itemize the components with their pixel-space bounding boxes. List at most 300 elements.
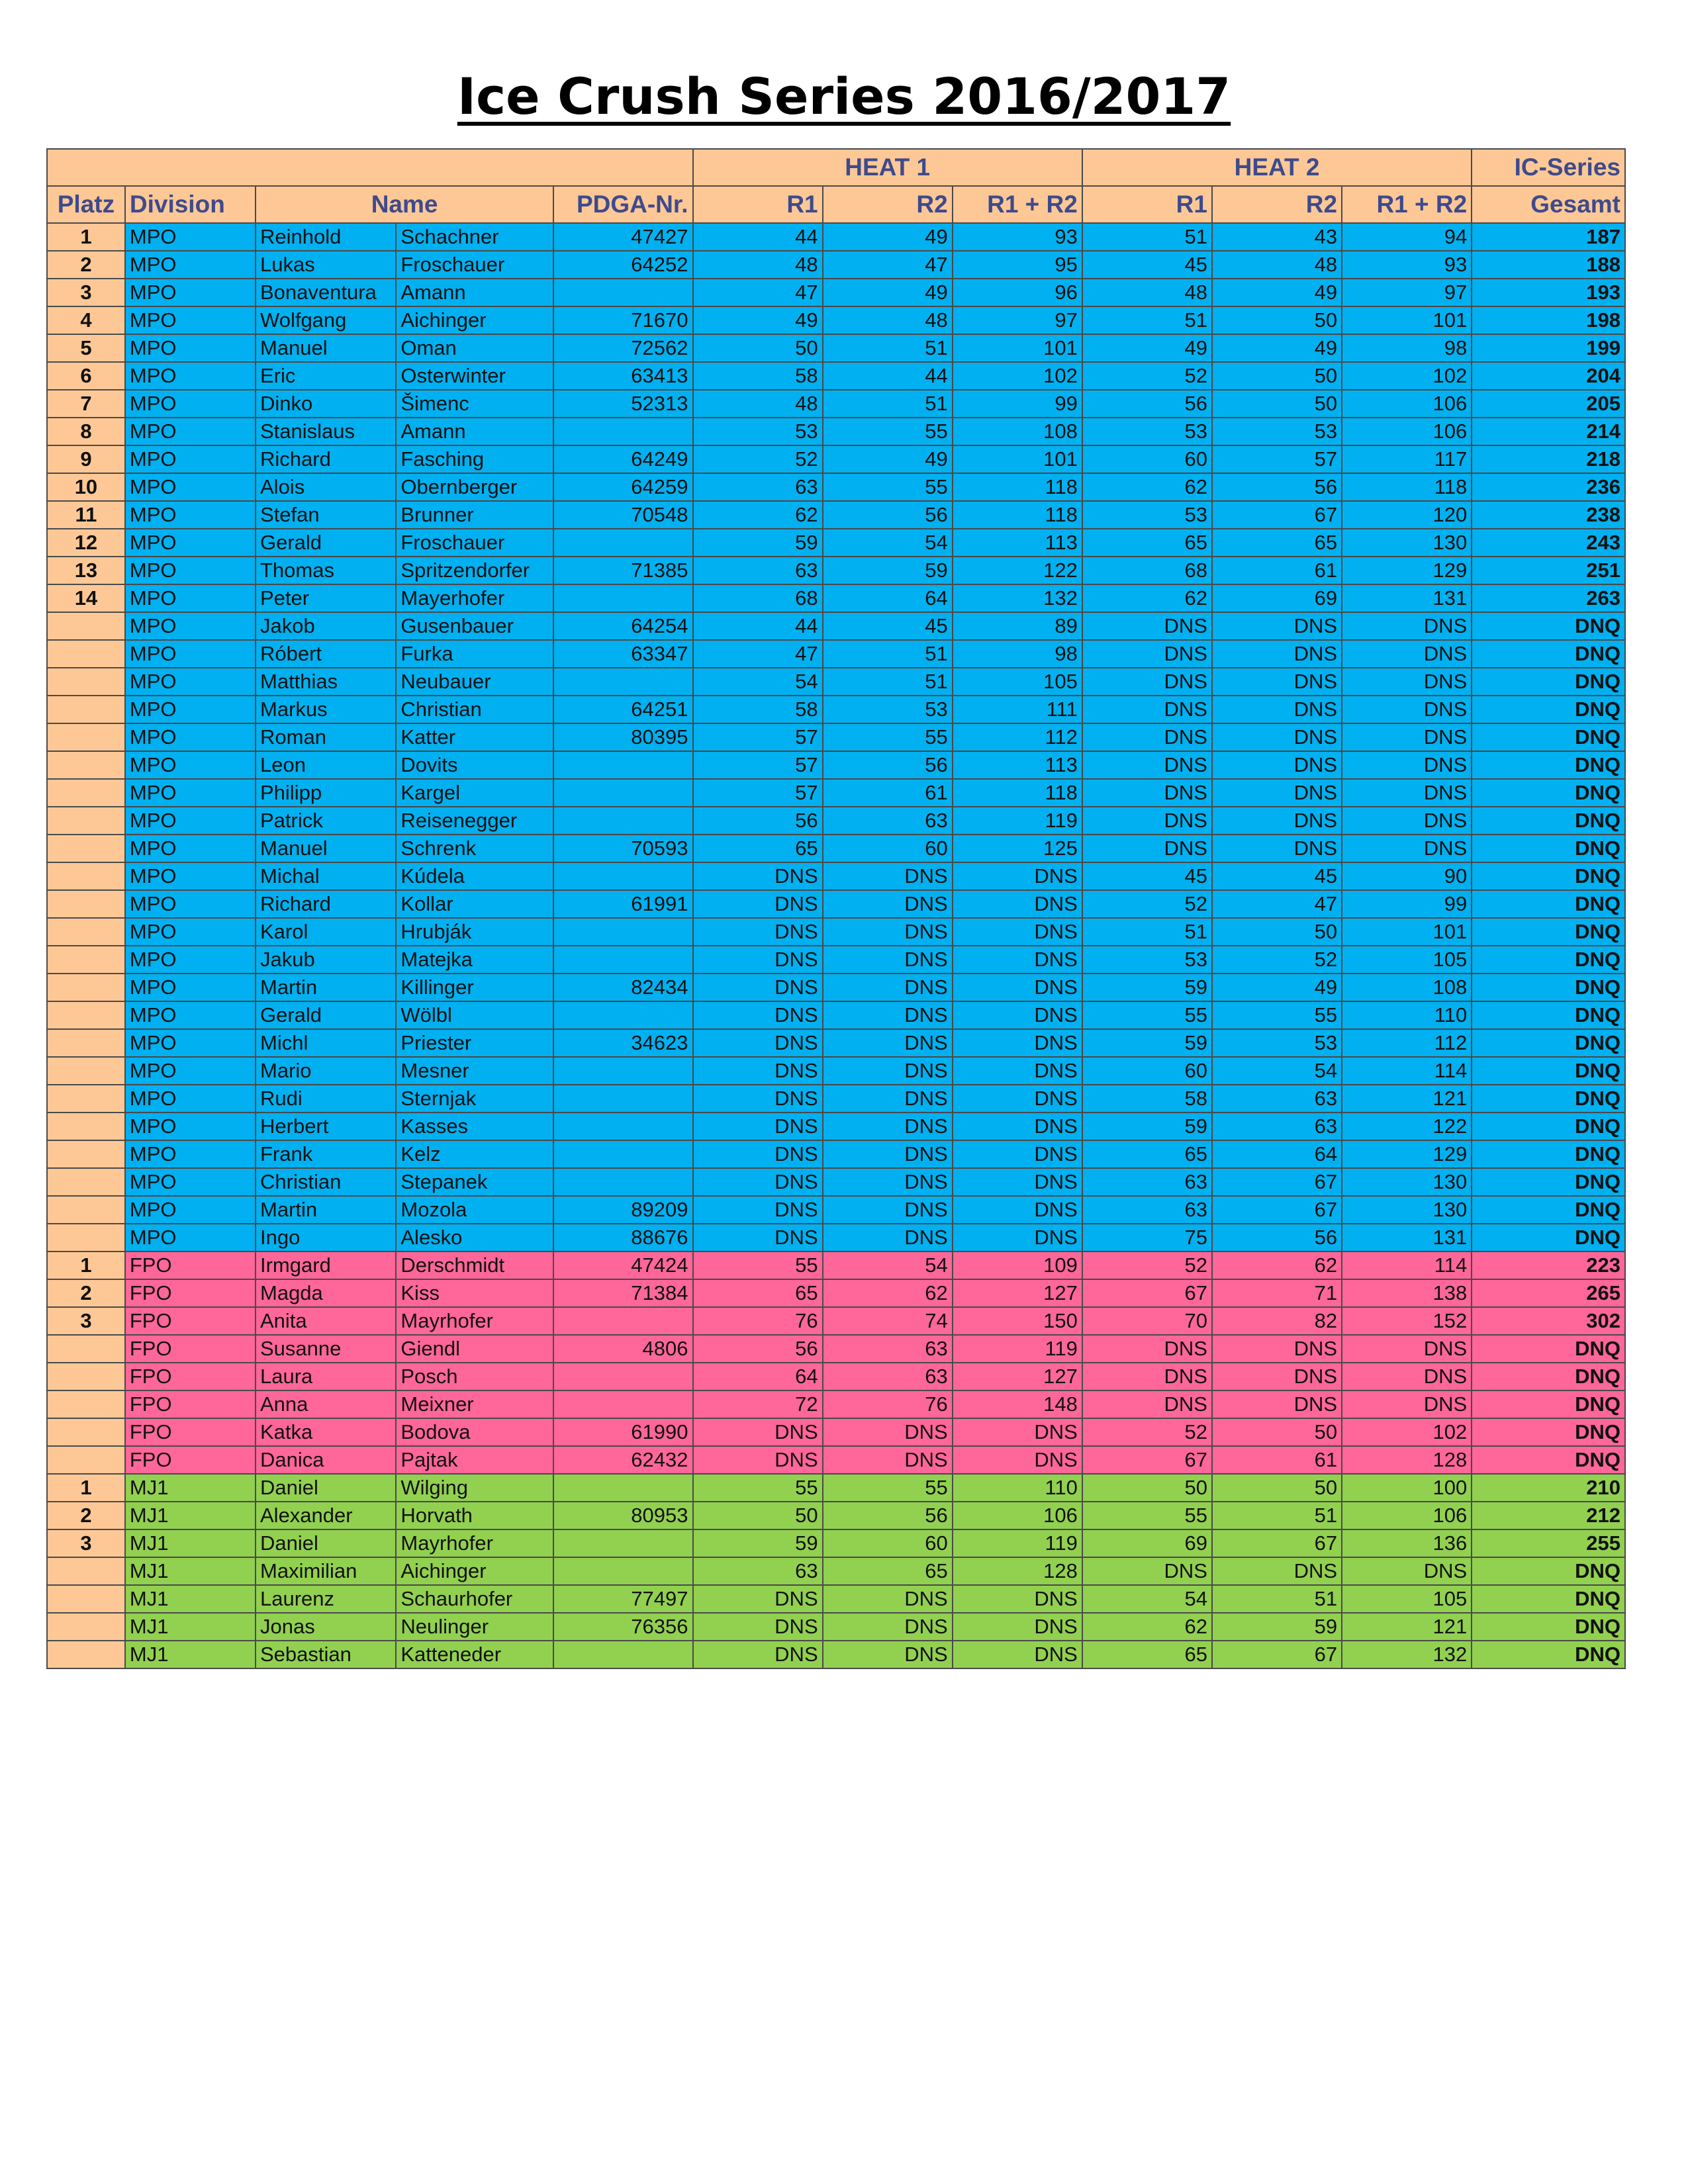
- cell-last-name: Alesko: [396, 1224, 553, 1251]
- cell-heat1-sum: 122: [953, 557, 1082, 584]
- cell-heat2-r2: 63: [1212, 1113, 1342, 1140]
- cell-last-name: Wilging: [396, 1474, 553, 1502]
- cell-heat1-r2: DNS: [823, 974, 953, 1001]
- cell-heat1-r2: DNS: [823, 1196, 953, 1224]
- cell-heat1-r2: DNS: [823, 1641, 953, 1668]
- cell-heat2-sum: 129: [1342, 557, 1472, 584]
- cell-last-name: Bodova: [396, 1418, 553, 1446]
- cell-heat1-r1: DNS: [693, 1085, 823, 1113]
- cell-heat2-r2: 53: [1212, 1029, 1342, 1057]
- cell-heat2-r1: 52: [1082, 1418, 1212, 1446]
- cell-heat2-sum: 93: [1342, 251, 1472, 279]
- cell-platz: 3: [47, 1529, 125, 1557]
- cell-total: 210: [1472, 1474, 1625, 1502]
- cell-heat1-sum: 97: [953, 306, 1082, 334]
- cell-platz: 1: [47, 1474, 125, 1502]
- table-row: [47, 557, 1625, 584]
- cell-heat2-r1: 48: [1082, 279, 1212, 306]
- header-row-columns: [47, 186, 1625, 223]
- cell-platz: 13: [47, 557, 125, 584]
- cell-division: MPO: [125, 251, 256, 279]
- cell-pdga: 34623: [553, 1029, 692, 1057]
- cell-division: MPO: [125, 890, 256, 918]
- cell-division: MPO: [125, 584, 256, 612]
- cell-division: MJ1: [125, 1557, 256, 1585]
- cell-heat2-r2: 49: [1212, 279, 1342, 306]
- cell-heat2-r1: DNS: [1082, 835, 1212, 862]
- cell-last-name: Neulinger: [396, 1613, 553, 1641]
- table-row: [47, 418, 1625, 445]
- cell-heat1-r2: DNS: [823, 1168, 953, 1196]
- cell-heat2-r2: 67: [1212, 1168, 1342, 1196]
- cell-heat1-r2: 49: [823, 279, 953, 306]
- cell-last-name: Giendl: [396, 1335, 553, 1363]
- cell-heat1-r2: 56: [823, 1502, 953, 1529]
- cell-heat1-r1: 57: [693, 751, 823, 779]
- cell-first-name: Gerald: [256, 529, 396, 557]
- cell-platz: [47, 1613, 125, 1641]
- cell-heat1-r1: 63: [693, 1557, 823, 1585]
- cell-heat1-r1: DNS: [693, 1140, 823, 1168]
- cell-platz: [47, 1140, 125, 1168]
- cell-last-name: Brunner: [396, 501, 553, 529]
- cell-platz: [47, 862, 125, 890]
- cell-platz: [47, 1057, 125, 1085]
- cell-heat2-r2: 64: [1212, 1140, 1342, 1168]
- cell-heat1-sum: DNS: [953, 890, 1082, 918]
- cell-first-name: Jakub: [256, 946, 396, 974]
- cell-first-name: Ingo: [256, 1224, 396, 1251]
- cell-heat2-r2: 51: [1212, 1585, 1342, 1613]
- cell-heat1-r2: DNS: [823, 1446, 953, 1474]
- cell-last-name: Kasses: [396, 1113, 553, 1140]
- cell-heat1-sum: 118: [953, 501, 1082, 529]
- cell-heat1-sum: 125: [953, 835, 1082, 862]
- cell-heat1-sum: DNS: [953, 1168, 1082, 1196]
- cell-heat2-sum: DNS: [1342, 1390, 1472, 1418]
- cell-heat1-r1: DNS: [693, 946, 823, 974]
- cell-heat1-r1: 58: [693, 362, 823, 390]
- cell-last-name: Hrubják: [396, 918, 553, 946]
- cell-heat1-r2: 51: [823, 640, 953, 668]
- cell-heat1-sum: DNS: [953, 1196, 1082, 1224]
- cell-heat2-sum: 121: [1342, 1613, 1472, 1641]
- cell-heat1-sum: 127: [953, 1363, 1082, 1390]
- cell-heat2-r1: 62: [1082, 1613, 1212, 1641]
- header-pdga: PDGA-Nr.: [553, 186, 692, 223]
- cell-total: DNQ: [1472, 1363, 1625, 1390]
- cell-platz: [47, 835, 125, 862]
- cell-last-name: Kargel: [396, 779, 553, 807]
- cell-platz: 3: [47, 1307, 125, 1335]
- cell-total: DNQ: [1472, 751, 1625, 779]
- cell-heat2-r1: 51: [1082, 306, 1212, 334]
- cell-first-name: Gerald: [256, 1001, 396, 1029]
- cell-heat1-r1: 72: [693, 1390, 823, 1418]
- table-row: [47, 974, 1625, 1001]
- cell-heat1-r1: DNS: [693, 974, 823, 1001]
- cell-first-name: Susanne: [256, 1335, 396, 1363]
- cell-total: DNQ: [1472, 612, 1625, 640]
- header-heat1-sum: R1 + R2: [953, 186, 1082, 223]
- cell-total: DNQ: [1472, 1390, 1625, 1418]
- cell-total: DNQ: [1472, 1029, 1625, 1057]
- cell-last-name: Meixner: [396, 1390, 553, 1418]
- cell-last-name: Amann: [396, 279, 553, 306]
- cell-first-name: Michl: [256, 1029, 396, 1057]
- cell-heat2-r2: 67: [1212, 501, 1342, 529]
- cell-heat1-sum: 93: [953, 223, 1082, 251]
- cell-division: MPO: [125, 751, 256, 779]
- cell-heat1-r2: 60: [823, 835, 953, 862]
- cell-heat2-sum: DNS: [1342, 779, 1472, 807]
- cell-division: FPO: [125, 1307, 256, 1335]
- cell-division: MPO: [125, 974, 256, 1001]
- cell-division: MPO: [125, 918, 256, 946]
- cell-first-name: Daniel: [256, 1529, 396, 1557]
- cell-last-name: Reisenegger: [396, 807, 553, 835]
- cell-platz: [47, 723, 125, 751]
- cell-heat2-sum: DNS: [1342, 751, 1472, 779]
- cell-heat1-sum: 106: [953, 1502, 1082, 1529]
- cell-heat1-r1: DNS: [693, 1613, 823, 1641]
- table-row: [47, 1224, 1625, 1251]
- cell-heat1-sum: DNS: [953, 1029, 1082, 1057]
- cell-heat2-r1: 51: [1082, 918, 1212, 946]
- cell-pdga: [553, 779, 692, 807]
- table-row: [47, 279, 1625, 306]
- cell-heat1-sum: 101: [953, 334, 1082, 362]
- cell-first-name: Magda: [256, 1279, 396, 1307]
- cell-heat2-r2: DNS: [1212, 1390, 1342, 1418]
- cell-heat2-r2: 82: [1212, 1307, 1342, 1335]
- table-row: [47, 835, 1625, 862]
- cell-pdga: [553, 1168, 692, 1196]
- cell-first-name: Leon: [256, 751, 396, 779]
- table-row: [47, 807, 1625, 835]
- cell-heat2-sum: 105: [1342, 1585, 1472, 1613]
- cell-heat1-r1: DNS: [693, 1113, 823, 1140]
- cell-heat1-r1: 63: [693, 473, 823, 501]
- table-row: [47, 723, 1625, 751]
- cell-division: MPO: [125, 946, 256, 974]
- cell-last-name: Katteneder: [396, 1641, 553, 1668]
- cell-first-name: Katka: [256, 1418, 396, 1446]
- cell-heat2-sum: 131: [1342, 584, 1472, 612]
- cell-heat1-sum: DNS: [953, 974, 1082, 1001]
- cell-heat2-r2: DNS: [1212, 1335, 1342, 1363]
- cell-platz: [47, 1390, 125, 1418]
- table-row: [47, 1446, 1625, 1474]
- cell-pdga: [553, 1113, 692, 1140]
- cell-pdga: 61990: [553, 1418, 692, 1446]
- cell-last-name: Matejka: [396, 946, 553, 974]
- cell-pdga: 88676: [553, 1224, 692, 1251]
- cell-heat2-r1: 62: [1082, 584, 1212, 612]
- table-row: [47, 445, 1625, 473]
- cell-total: DNQ: [1472, 1085, 1625, 1113]
- cell-heat2-sum: DNS: [1342, 668, 1472, 696]
- cell-total: DNQ: [1472, 1585, 1625, 1613]
- table-row: [47, 946, 1625, 974]
- cell-platz: [47, 974, 125, 1001]
- cell-heat2-r1: 51: [1082, 223, 1212, 251]
- cell-heat2-r2: 54: [1212, 1057, 1342, 1085]
- cell-heat1-sum: 128: [953, 1557, 1082, 1585]
- cell-pdga: [553, 1057, 692, 1085]
- header-heat2: HEAT 2: [1082, 149, 1472, 186]
- cell-pdga: 80395: [553, 723, 692, 751]
- table-row: [47, 1529, 1625, 1557]
- header-total: Gesamt: [1472, 186, 1625, 223]
- cell-heat1-r1: 62: [693, 501, 823, 529]
- cell-heat2-r2: 47: [1212, 890, 1342, 918]
- cell-first-name: Irmgard: [256, 1251, 396, 1279]
- cell-pdga: [553, 584, 692, 612]
- cell-heat1-r1: DNS: [693, 1224, 823, 1251]
- cell-first-name: Dinko: [256, 390, 396, 418]
- cell-heat2-r2: 52: [1212, 946, 1342, 974]
- cell-pdga: 64251: [553, 696, 692, 723]
- cell-heat1-r2: 55: [823, 418, 953, 445]
- cell-pdga: [553, 279, 692, 306]
- cell-total: 214: [1472, 418, 1625, 445]
- cell-heat2-r1: 45: [1082, 862, 1212, 890]
- cell-heat1-r2: 63: [823, 807, 953, 835]
- cell-heat1-r1: 65: [693, 1279, 823, 1307]
- cell-heat2-sum: 152: [1342, 1307, 1472, 1335]
- table-row: [47, 668, 1625, 696]
- cell-heat2-r1: 63: [1082, 1168, 1212, 1196]
- cell-heat2-sum: DNS: [1342, 1335, 1472, 1363]
- cell-heat2-sum: 129: [1342, 1140, 1472, 1168]
- cell-division: MPO: [125, 306, 256, 334]
- cell-pdga: 52313: [553, 390, 692, 418]
- cell-heat2-r1: 58: [1082, 1085, 1212, 1113]
- cell-platz: [47, 946, 125, 974]
- cell-heat1-r1: 63: [693, 557, 823, 584]
- header-heat2-r2: R2: [1212, 186, 1342, 223]
- cell-heat1-r1: DNS: [693, 1446, 823, 1474]
- cell-heat2-r2: 65: [1212, 529, 1342, 557]
- cell-total: DNQ: [1472, 1418, 1625, 1446]
- cell-total: DNQ: [1472, 918, 1625, 946]
- cell-first-name: Herbert: [256, 1113, 396, 1140]
- cell-heat1-r1: DNS: [693, 1418, 823, 1446]
- cell-last-name: Oman: [396, 334, 553, 362]
- cell-first-name: Mario: [256, 1057, 396, 1085]
- header-heat2-sum: R1 + R2: [1342, 186, 1472, 223]
- cell-division: MPO: [125, 723, 256, 751]
- cell-heat1-r2: DNS: [823, 1113, 953, 1140]
- cell-heat1-r1: 49: [693, 306, 823, 334]
- cell-heat2-r2: 61: [1212, 1446, 1342, 1474]
- cell-heat1-r1: 56: [693, 1335, 823, 1363]
- cell-last-name: Spritzendorfer: [396, 557, 553, 584]
- cell-heat1-sum: 96: [953, 279, 1082, 306]
- cell-last-name: Amann: [396, 418, 553, 445]
- cell-heat2-r1: DNS: [1082, 1335, 1212, 1363]
- cell-pdga: 77497: [553, 1585, 692, 1613]
- cell-heat1-sum: 118: [953, 473, 1082, 501]
- cell-first-name: Rudi: [256, 1085, 396, 1113]
- cell-heat2-r1: DNS: [1082, 807, 1212, 835]
- table-row: [47, 1390, 1625, 1418]
- cell-platz: [47, 1418, 125, 1446]
- cell-last-name: Stepanek: [396, 1168, 553, 1196]
- cell-heat2-r1: 52: [1082, 362, 1212, 390]
- table-row: [47, 1168, 1625, 1196]
- cell-heat1-r2: 64: [823, 584, 953, 612]
- cell-division: FPO: [125, 1335, 256, 1363]
- cell-pdga: 76356: [553, 1613, 692, 1641]
- table-row: [47, 1001, 1625, 1029]
- cell-pdga: 47427: [553, 223, 692, 251]
- cell-heat1-r2: 59: [823, 557, 953, 584]
- table-row: [47, 334, 1625, 362]
- cell-first-name: Anna: [256, 1390, 396, 1418]
- cell-heat1-r1: 55: [693, 1251, 823, 1279]
- cell-last-name: Christian: [396, 696, 553, 723]
- cell-division: MPO: [125, 612, 256, 640]
- cell-last-name: Aichinger: [396, 306, 553, 334]
- cell-platz: [47, 751, 125, 779]
- cell-heat2-r2: 59: [1212, 1613, 1342, 1641]
- cell-heat2-r1: 60: [1082, 1057, 1212, 1085]
- cell-first-name: Laurenz: [256, 1585, 396, 1613]
- cell-platz: 3: [47, 279, 125, 306]
- cell-pdga: 61991: [553, 890, 692, 918]
- cell-platz: [47, 779, 125, 807]
- header-name: Name: [256, 186, 553, 223]
- cell-heat1-r2: 60: [823, 1529, 953, 1557]
- cell-platz: [47, 1085, 125, 1113]
- cell-first-name: Michal: [256, 862, 396, 890]
- cell-heat2-r1: DNS: [1082, 1363, 1212, 1390]
- cell-heat1-sum: 108: [953, 418, 1082, 445]
- cell-first-name: Anita: [256, 1307, 396, 1335]
- cell-total: DNQ: [1472, 696, 1625, 723]
- table-row: [47, 1057, 1625, 1085]
- cell-heat1-sum: DNS: [953, 1085, 1082, 1113]
- cell-heat2-r1: 67: [1082, 1279, 1212, 1307]
- cell-heat2-r1: 55: [1082, 1001, 1212, 1029]
- cell-pdga: [553, 1085, 692, 1113]
- cell-heat2-sum: 112: [1342, 1029, 1472, 1057]
- cell-last-name: Pajtak: [396, 1446, 553, 1474]
- cell-pdga: [553, 1557, 692, 1585]
- cell-division: MPO: [125, 1168, 256, 1196]
- cell-pdga: [553, 1001, 692, 1029]
- cell-heat1-sum: DNS: [953, 1613, 1082, 1641]
- cell-heat1-r2: DNS: [823, 862, 953, 890]
- cell-last-name: Kollar: [396, 890, 553, 918]
- cell-last-name: Kúdela: [396, 862, 553, 890]
- table-row: [47, 1613, 1625, 1641]
- cell-total: DNQ: [1472, 1613, 1625, 1641]
- cell-total: DNQ: [1472, 640, 1625, 668]
- cell-first-name: Stefan: [256, 501, 396, 529]
- cell-heat1-r2: 62: [823, 1279, 953, 1307]
- cell-division: MPO: [125, 807, 256, 835]
- cell-heat2-r2: DNS: [1212, 612, 1342, 640]
- cell-first-name: Sebastian: [256, 1641, 396, 1668]
- cell-pdga: [553, 751, 692, 779]
- cell-heat1-sum: 113: [953, 529, 1082, 557]
- cell-heat2-r2: 67: [1212, 1196, 1342, 1224]
- cell-pdga: [553, 1390, 692, 1418]
- cell-heat2-sum: 94: [1342, 223, 1472, 251]
- cell-heat2-sum: 136: [1342, 1529, 1472, 1557]
- cell-platz: 11: [47, 501, 125, 529]
- cell-heat1-sum: DNS: [953, 1585, 1082, 1613]
- cell-total: DNQ: [1472, 946, 1625, 974]
- cell-heat1-r2: 44: [823, 362, 953, 390]
- cell-heat2-sum: 106: [1342, 418, 1472, 445]
- cell-heat2-r2: 49: [1212, 974, 1342, 1001]
- cell-heat2-r1: 53: [1082, 418, 1212, 445]
- cell-last-name: Mesner: [396, 1057, 553, 1085]
- cell-heat1-r1: 57: [693, 723, 823, 751]
- cell-total: 255: [1472, 1529, 1625, 1557]
- cell-heat2-sum: DNS: [1342, 696, 1472, 723]
- cell-heat1-r2: DNS: [823, 1418, 953, 1446]
- header-heat2-r1: R1: [1082, 186, 1212, 223]
- cell-division: MPO: [125, 696, 256, 723]
- cell-heat1-r2: DNS: [823, 1085, 953, 1113]
- cell-heat1-sum: 127: [953, 1279, 1082, 1307]
- cell-last-name: Aichinger: [396, 1557, 553, 1585]
- cell-last-name: Priester: [396, 1029, 553, 1057]
- cell-heat2-r2: DNS: [1212, 835, 1342, 862]
- cell-division: MPO: [125, 1224, 256, 1251]
- cell-heat1-r2: 63: [823, 1363, 953, 1390]
- cell-heat2-r2: 48: [1212, 251, 1342, 279]
- cell-heat2-sum: 100: [1342, 1474, 1472, 1502]
- cell-platz: [47, 1557, 125, 1585]
- cell-heat2-sum: 132: [1342, 1641, 1472, 1668]
- cell-first-name: Christian: [256, 1168, 396, 1196]
- cell-heat2-r2: DNS: [1212, 640, 1342, 668]
- table-row: [47, 529, 1625, 557]
- cell-heat1-r1: DNS: [693, 890, 823, 918]
- cell-pdga: 89209: [553, 1196, 692, 1224]
- cell-heat2-r1: 56: [1082, 390, 1212, 418]
- cell-first-name: Martin: [256, 974, 396, 1001]
- cell-total: DNQ: [1472, 1224, 1625, 1251]
- cell-pdga: 64259: [553, 473, 692, 501]
- cell-heat1-r1: 47: [693, 279, 823, 306]
- cell-heat1-r1: 68: [693, 584, 823, 612]
- header-heat1-r2: R2: [823, 186, 953, 223]
- page-title: Ice Crush Series 2016/2017: [457, 67, 1231, 126]
- cell-division: FPO: [125, 1418, 256, 1446]
- table-row: [47, 473, 1625, 501]
- table-row: [47, 696, 1625, 723]
- cell-heat1-sum: 109: [953, 1251, 1082, 1279]
- cell-division: MPO: [125, 1113, 256, 1140]
- cell-heat2-sum: 101: [1342, 306, 1472, 334]
- cell-heat1-sum: 148: [953, 1390, 1082, 1418]
- header-heat1: HEAT 1: [693, 149, 1082, 186]
- cell-first-name: Alois: [256, 473, 396, 501]
- cell-last-name: Wölbl: [396, 1001, 553, 1029]
- table-row: [47, 612, 1625, 640]
- cell-heat1-r2: 74: [823, 1307, 953, 1335]
- cell-division: MPO: [125, 473, 256, 501]
- header-heat1-r1: R1: [693, 186, 823, 223]
- cell-heat2-r1: DNS: [1082, 779, 1212, 807]
